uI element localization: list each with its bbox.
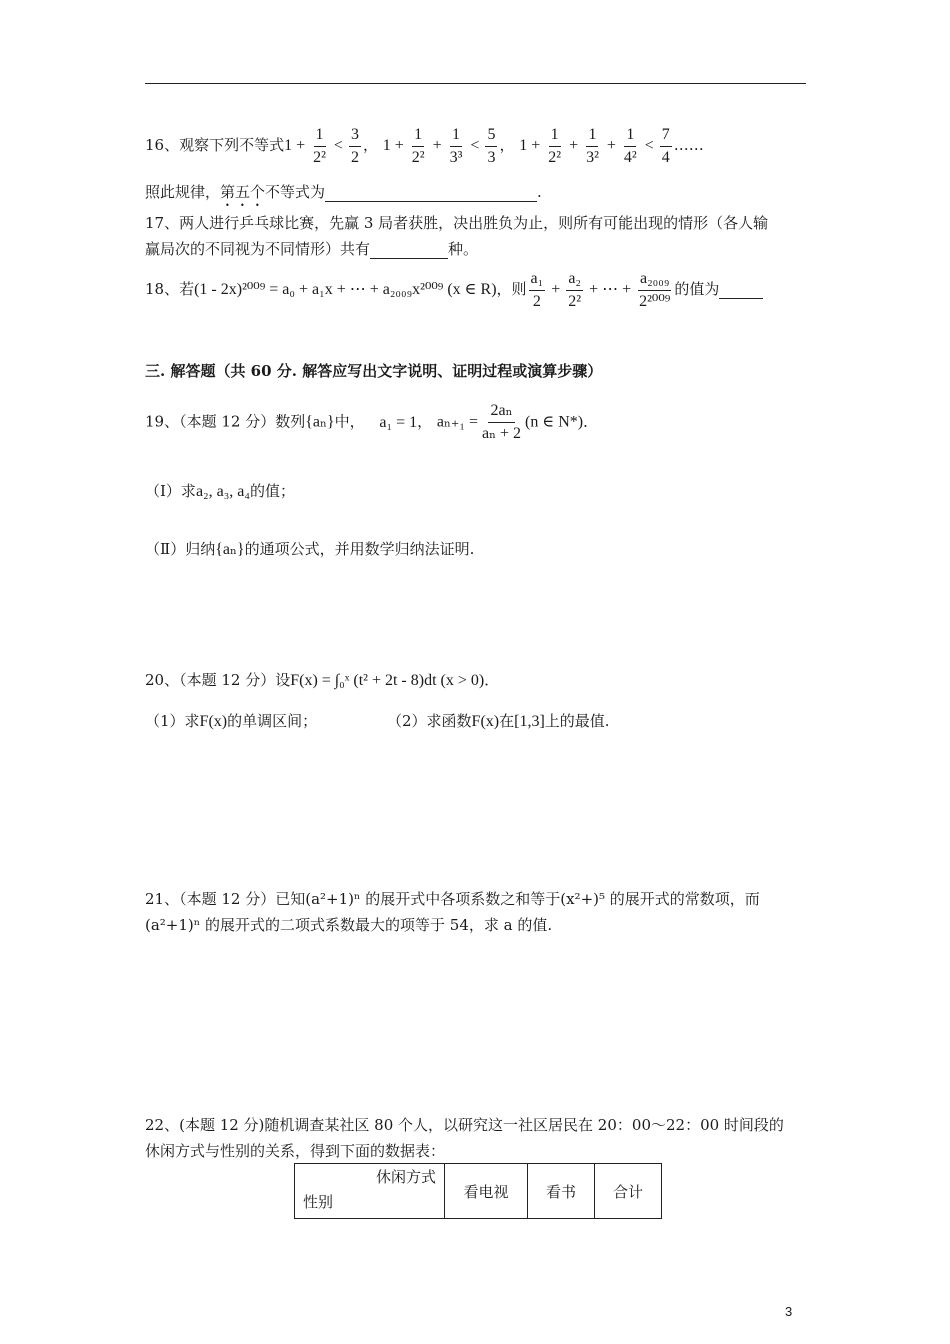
table-header-cell: 看电视 (445, 1164, 528, 1219)
question-19-part-1: （Ⅰ）求a₂, a₃, a₄的值； (145, 482, 295, 500)
question-21-line-1: 21、（本题 12 分）已知(a²+1)ⁿ 的展开式中各项系数之和等于(x²+)⁵ 的展开式的常数项，而 (145, 890, 760, 908)
table-header-cell: 合计 (595, 1164, 662, 1219)
q16-emphasis: 第五个 (220, 183, 266, 201)
diagonal-header-cell (295, 1164, 445, 1219)
question-19: 19、（本题 12 分）数列{aₙ}中， a₁ = 1， aₙ₊₁ = $\frac{\text{2aₙ}}{\text{aₙ + 2}}$ (n ∈ N*)． (145, 402, 599, 442)
q16-answer-blank[interactable] (325, 183, 537, 202)
diag-bottom-label: 性别 (303, 1193, 334, 1211)
question-16-line-2: 照此规律，第五个不等式为 . (145, 183, 542, 201)
question-17-line-2: 赢局次的不同视为不同情形）共有 种。 (145, 240, 479, 258)
q16-inequality-3: 1 + $\frac{1}{\text{2²}}$ + $\frac{1}{\text{3²}}$ + $\frac{1}{\text{4²}}$ < $\frac{7}{4}$ (519, 126, 670, 166)
q16-inequality-1: 1 + $\frac{1}{\text{2²}}$ < $\frac{3}{2}$ (284, 126, 359, 166)
question-16-line-1: 16、观察下列不等式1 + $\frac{1}{\text{2²}}$ < $\frac{3}{2}$ ， 1 + $\frac{1}{\text{2²}}$ + $\frac{1}{\text{3³}}$ < $\frac{5}{3}$ ， 1 + $\frac{1}{\text{2²}}$ + $\frac{1}{\text{3²}}$ + $\frac{1}{\text{4²}}$ < $\frac{7}{4}$ …… (145, 126, 704, 166)
table-header-row (295, 1164, 662, 1219)
q18-expansion: (1 - 2x)²⁰⁰⁹ = a₀ + a₁x + ⋯ + a₂₀₀₉x²⁰⁰⁹ (x ∈ R) (194, 281, 497, 299)
q18-answer-blank[interactable] (719, 280, 763, 299)
question-22-line-1: 22、(本题 12 分)随机调查某社区 80 个人，以研究这一社区居民在 20：00～22：00 时间段的 (145, 1116, 784, 1134)
data-table (294, 1163, 662, 1219)
q16-prefix: 16、观察下列不等式 (145, 136, 285, 155)
q18-sum: $\frac{\text{a₁}}{2}$ + $\frac{\text{a₂}}{\text{2²}}$ + ⋯ + $\frac{\text{a₂₀₀₉}}{\text{2²⁰⁰⁹}}$ (530, 270, 671, 310)
q17-answer-blank[interactable] (370, 240, 448, 259)
question-22-line-2: 休闲方式与性别的关系，得到下面的数据表： (145, 1142, 446, 1160)
question-17-line-1: 17、两人进行乒乓球比赛，先赢 3 局者获胜，决出胜负为止，则所有可能出现的情形（各人输 (145, 214, 769, 232)
question-20-part-2: （2）求函数F(x)在[1,3]上的最值. (387, 712, 610, 730)
table-header-cell: 看书 (528, 1164, 595, 1219)
question-20: 20、（本题 12 分）设F(x) = ∫₀ˣ (t² + 2t - 8)dt (x > 0)． (145, 671, 500, 689)
question-18: 18、若(1 - 2x)²⁰⁰⁹ = a₀ + a₁x + ⋯ + a₂₀₀₉x²⁰⁰⁹ (x ∈ R)，则 $\frac{\text{a₁}}{2}$ + $\frac{\text{a₂}}{\text{2²}}$ + ⋯ + $\frac{\text{a₂₀₀₉}}{\text{2²⁰⁰⁹}}$ 的值为 (145, 268, 763, 313)
header-rule (145, 83, 806, 84)
question-20-part-1: （1）求F(x)的单调区间； (145, 712, 318, 730)
section-3-heading: 三. 解答题（共 60 分. 解答应写出文字说明、证明过程或演算步骤） (145, 362, 603, 380)
page-number: 3 (785, 1304, 793, 1319)
q16-inequality-2: 1 + $\frac{1}{\text{2²}}$ + $\frac{1}{\text{3³}}$ < $\frac{5}{3}$ (382, 126, 496, 166)
question-19-part-2: （Ⅱ）归纳{aₙ}的通项公式，并用数学归纳法证明. (145, 540, 475, 558)
question-21-line-2: (a²+1)ⁿ 的展开式的二项式系数最大的项等于 54，求 a 的值. (145, 916, 553, 934)
diag-top-label: 休闲方式 (375, 1168, 436, 1186)
